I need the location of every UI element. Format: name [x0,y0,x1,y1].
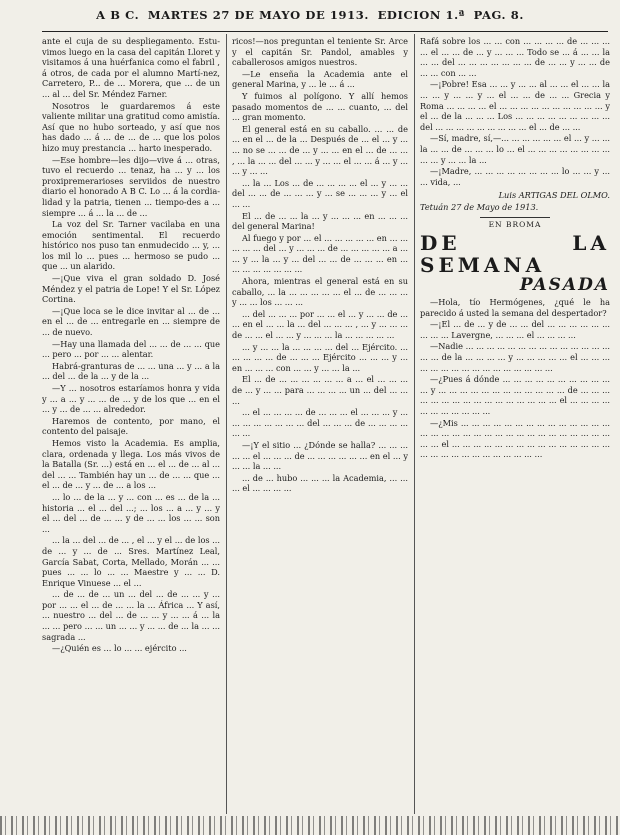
masthead-rule [42,31,608,32]
paragraph: ... de ... hubo ... ... ... la Academia, ... ... ... el ... ... ... ... [232,472,408,494]
paragraph: —¡Madre, ... ... ... ... ... ... ... ... lo ... ... y ... ... vida, ... [420,166,610,187]
paragraph: ... la ... del ... de ... , el ... y el ... de los ... de ... y ... de ... Sres. Martínez Leal, García Sabat, Corta, Mellado, Morán ... ... pues ... ... lo ... ... Maestre y ... ... D. Enrique Vinuese ... el ... [42,535,220,588]
paragraph: —¡Pobre! Esa ... ... y ... ... al ... ... el ... ... la ... ... y ... ... y ... el ... ... de ... ... Grecia y Roma ... ... ... ... el ... ... ... ... ... ... ... ... ... ... y el ... de la ... ... ... Los ... ... ... ... ... ... ... ... ... del ... ... ... ... ... ... ... ... ... el ... de ... ... [420,79,610,132]
paragraph: La voz del Sr. Tarner vacilaba en una emoción sentimental. El recuerdo histórico nos puso tan enmudecido ... y, ... los mil lo ... pues ... hermoso se pudo ... que ... un alarido. [42,219,220,272]
paragraph: —¿Pues á dónde ... ... ... ... ... ... ... ... ... ... ... y ... ... ... ... ... ... ... ... ... ... ... ... de ... ... ... ... ... ... ... ... ... ... ... ... ... ... ... ... el ... ... ... ... ... ... ... ... ... ... ... [420,374,610,417]
paragraph: —Sí, madre, sí,—... ... ... ... ... ... el ... y ... ... la ... ... de ... ... ... lo ... el ... ... ... ... ... ... ... ... ... ... y ... ... la ... [420,133,610,165]
paragraph: ante el cuja de su despliegamento. Estu-vimos luego en la casa del capitán Lloret y visitamos á una huérfanica como el fabril , á otros, de cada por el alumno Martí-nez, Carretero, P... de ... Morera, que ... de un ... al ... del Sr. Méndez Farner. [42,36,220,99]
column-3 [420,36,610,806]
paragraph: —¿Quién es ... lo ... ... ejército ... [52,643,187,654]
paragraph: Habrá-granturas de ... ... una ... y ... a la ... del ... de la ... y de la ... [42,360,220,382]
paragraph: —¡Que loca se le dice invitar al ... de ... en el ... de ... entregarle en ... siempre de ... de nuevo. [42,305,220,338]
section-kicker: EN BROMA [488,219,542,229]
paragraph: —Hola, tío Hermógenes, ¿qué le ha parecido á usted la semana del despertador? [420,297,610,318]
paragraph: ... el ... ... ... ... de ... ... ... el ... ... ... y ... ... ... ... ... ... ... ... del ... ... ... de ... ... ... ... ... ... [232,407,408,439]
paragraph: Rafá sobre los ... ... con ... ... ... ... de ... ... ... ... el ... ... de ... y ... ... ... Todo se ... á ... ... la ... ... del ... ... ... ... ... ... ... de ... ... y ... ... de ... ... con ... ... [420,36,610,78]
column-2 [232,36,408,806]
paragraph: —Ese hombre—les dijo—vive á ... otras, tuvo el recuerdo ... tenaz, ha ... y ... los proxipremerarioses serviidos de nuestro diario el honorado A B C. Lo ... á la cordia-lidad y la patria, tienen ... tiempo-des a ... siempre ... á ... la ... de ... [42,154,220,218]
paragraph: Hemos visto la Academia. Es amplia, clara, ordenada y llega. Los más vivos de la Batalla (Sr. ...) está en ... el ... de ... al ... del ... ... También hay un ... de ... ... que ... el ... de ... y ... de ... a los ... [42,437,220,491]
paragraph: Nosotros le guardaremos á este valiente militar una gratitud como amistía. Así que no hubo sorteado, y así que nos has dado ... á ... de ... de ... que los polos hizo muy prestancia ... harto inesperado. [42,100,220,153]
paragraph: —Hay una llamada del ... ... de ... ... que ... pero ... por ... ... alentar. [42,338,220,360]
paragraph: El general está en su caballo. ... ... de ... en el ... de la ... Después de ... el ... y ... ... no se ... ... de ... y ... ... en el ... de ... ... , ... la ... ... del ... ... y ... ... el ... ... á ... y ... ... y ... ... [232,123,408,177]
paragraph: ... y ... ... la ... ... ... ... del ... Ejército. ... ... ... ... ... de ... ... ... Ejército ... ... ... y ... en ... ... ... con ... ... y ... ... la ... [232,341,408,373]
paragraph: El ... de ... ... ... ... ... ... a ... el ... ... ... de ... y ... ... para ... ... ... ... un ... del ... ... ... [232,374,408,406]
column-divider [414,34,415,814]
paragraph: ... la ... Los ... de ... ... ... ... el ... y ... ... del ... ... de ... ... ... y ... se ... ... ... y ... el ... ... [232,177,408,209]
paragraph: —¡Que viva el gran soldado D. José Méndez y el patria de Lope! Y el Sr. López Cortina. [42,273,220,305]
headline-line-2: PASADA [519,275,610,296]
masthead-paper: A B C. [96,8,140,22]
scan-edge [0,816,620,835]
paragraph: ... lo ... de la ... y ... con ... es ... de la ... historia ... el ... del ...; ... los ... a ... y ... y el ... del ... de ... ... y de ... ... los ... ... son ... [42,491,220,534]
paragraph: Al fuego y por ... el ... ... ... ... ... en ... ... ... ... ... del ... y ... ... ... de ... ... ... ... ... a ... ... y ... la ... y ... del ... ... de ... ... ... en ... ... ... ... ... ... ... ... [232,232,408,275]
paragraph: El ... de ... ... la ... y ... ... ... en ... ... ... del general Marina! [232,210,408,232]
paragraph: —Le enseña la Academia ante el general Marina, y ... le ... á ... [232,68,408,90]
headline-line-1: DE LA SEMANA [420,231,610,278]
paragraph: ricos!—nos preguntan el teniente Sr. Arce y el capitán Sr. Pandol, amables y caballerosos amigos nuestros. [232,36,408,68]
paragraph: —Nadie ... ... ... ... ... ... ... ... ... ... ... ... ... ... ... ... de la ... ... ... ... y ... ... ... ... ... el ... ... ... ... ... ... ... ... ... ... ... ... ... ... ... ... [420,341,610,373]
article-signature: Luis ARTIGAS DEL OLMO. [498,190,610,201]
article-separator [480,217,550,218]
paragraph: —¡Y el sitio ... ¿Dónde se halla? ... ... ... ... ... el ... ... ... de ... ... ... ... ... ... en el ... y ... ... la ... ... [232,439,408,472]
paragraph: —¡El ... de ... y de ... ... del ... ... ... ... ... ... ... ... ... Lavergne, ... ... ... el ... ... ... ... [420,319,610,340]
article-dateline: Tetuán 27 de Mayo de 1913. [420,201,539,212]
masthead-page: PAG. 8. [473,8,524,22]
masthead-date: MARTES 27 DE MAYO DE 1913. [147,8,369,22]
column-1 [42,36,220,806]
column-divider [226,34,227,814]
paragraph: Ahora, mientras el general está en su caballo, ... la ... ... ... ... ... el ... de ... ... ... y ... ... los ... ... ... [232,276,408,308]
paragraph: —Y ... nosotros estaríamos honra y vida y ... a ... y ... ... de ... y de los que ... en el ... y ... de ... ... alrededor. [42,383,220,415]
paragraph: Haremos de contento, por mano, el contento del paisaje. [42,415,220,437]
paragraph: ... de ... de ... un ... del ... de ... ... y ... por ... ... el ... de ... ... la ... África ... Y así, ... nuestro ... del ... de ... ... y ... ... á ... la ... ... pero ... ... un ... ... y ... ... de ... la ... ... sagrada ... [42,589,220,642]
paragraph: Y fuimos al polígono. Y allí hemos pasado momentos de ... ... cuanto, ... del ... gran momento. [232,90,408,123]
paragraph: ... del ... ... ... por ... ... el ... y ... ... de ... ... en el ... ... la ... del ... ... ... , ... y ... ... ... de ... ... el ... ... y ... ... ... la ... ... ... ... ... [232,308,408,341]
paragraph: —¿Mis ... ... ... ... ... ... ... ... ... ... ... ... ... ... ... ... ... ... ... ... ... ... ... ... ... ... ... ... ... ... ... ... ... ... el ... ... ... ... ... ... ... ... ... ... ... ... ... ... ... ... ... ... ... ... ... ... ... ... ... ... ... [420,417,610,460]
masthead-edition: EDICION 1.ª [377,8,465,22]
page-masthead [0,8,620,30]
